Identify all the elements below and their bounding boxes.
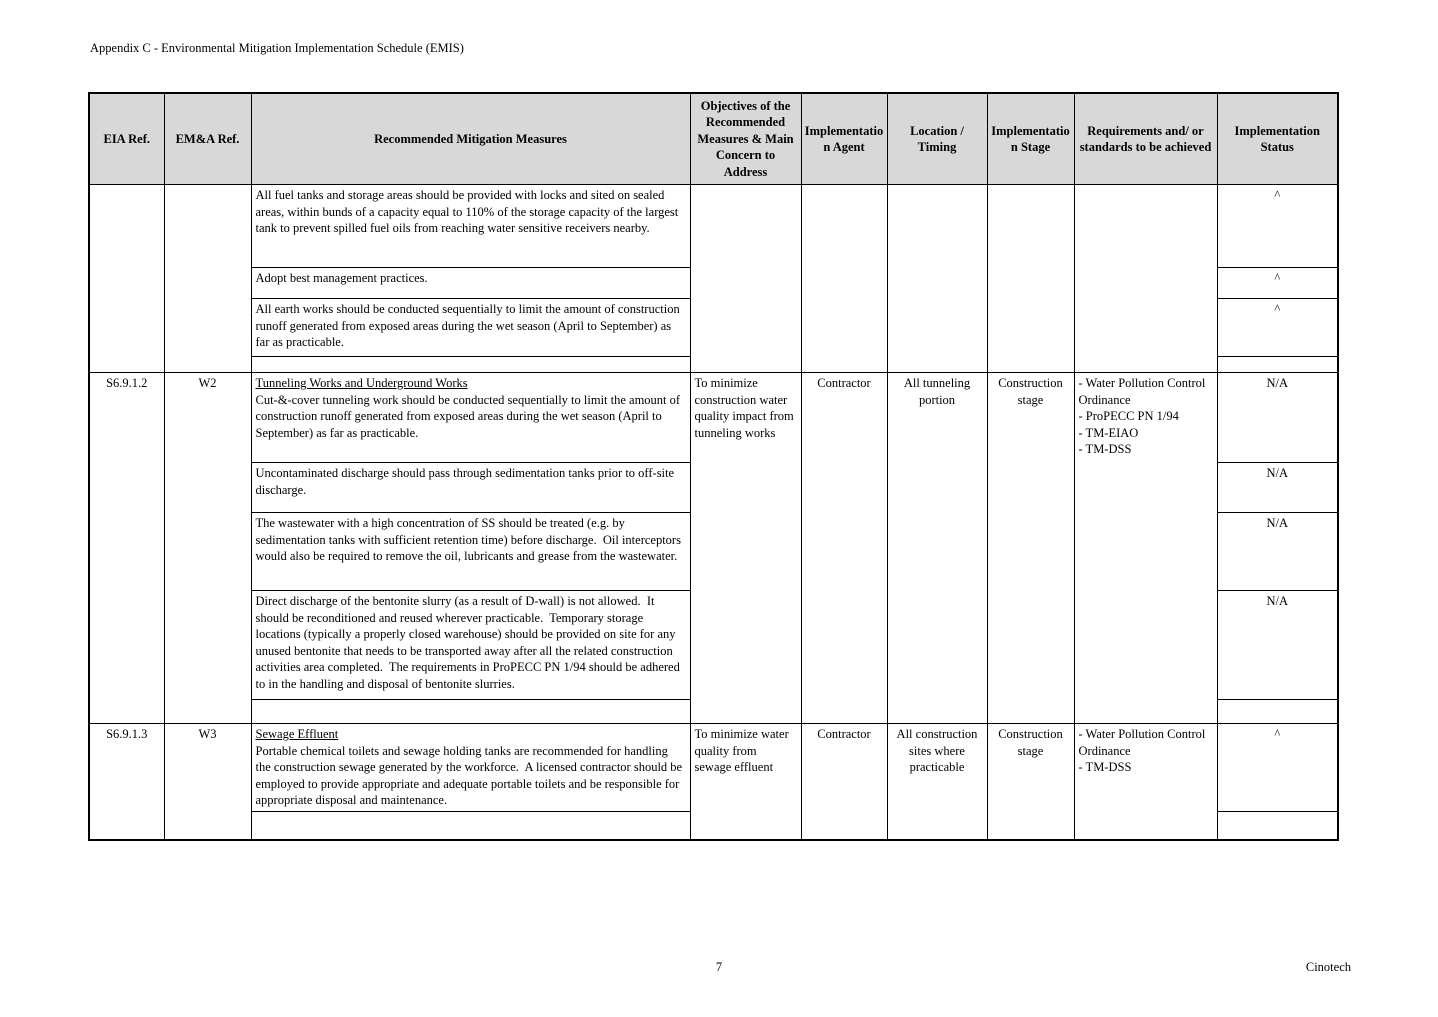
objectives-cell: To minimize construction water quality impact from tunneling works: [690, 373, 801, 724]
status-cell: N/A: [1217, 373, 1338, 463]
agent-cell: [801, 185, 887, 373]
spacer-cell: [251, 812, 690, 841]
eia-ref-cell: [89, 185, 164, 373]
measure-text: Portable chemical toilets and sewage holding tanks are recommended for handling the construction sewage generated by the workforce. A licensed contractor should be employed to provide appropriate and adequate portable toilets and be responsible for appropriate disposal and maintenance.: [255, 743, 686, 807]
measure-cell: [251, 268, 690, 299]
stage-cell: Construction stage: [987, 373, 1074, 724]
spacer-cell: [251, 357, 690, 373]
requirement-item: - TM-DSS: [1078, 760, 1132, 774]
location-cell: All tunneling portion: [887, 373, 987, 724]
requirement-item: - ProPECC PN 1/94: [1078, 409, 1179, 423]
requirements-cell: [1074, 373, 1217, 724]
col-header-eia-ref: EIA Ref.: [89, 93, 164, 185]
agent-cell: Contractor: [801, 724, 887, 841]
table-row: [89, 373, 1338, 463]
status-cell: N/A: [1217, 591, 1338, 700]
col-header-requirements: Requirements and/ or standards to be achieved: [1074, 93, 1217, 185]
spacer-cell: [1217, 700, 1338, 724]
ema-ref-cell: W2: [164, 373, 251, 724]
measure-cell: [251, 463, 690, 513]
measure-text: Direct discharge of the bentonite slurry (as a result of D-wall) is not allowed. It should be reconditioned and reused wherever practicable. Temporary storage locations (typically a properly closed warehouse) should be provided on site for any unused bentonite that needs to be transported away after all the related construction activities area completed. The requirements in ProPECC PN 1/94 should be adhered to in the handling and disposal of bentonite slurries.: [255, 594, 683, 691]
measure-cell: [251, 373, 690, 463]
col-header-implementation-status: Implementation Status: [1217, 93, 1338, 185]
measure-text: All fuel tanks and storage areas should be provided with locks and sited on sealed areas, within bunds of a capacity equal to 110% of the storage capacity of the largest tank to prevent spilled fuel oils from reaching water sensitive receivers nearby.: [255, 188, 682, 235]
measure-cell: [251, 185, 690, 268]
location-cell: All construction sites where practicable: [887, 724, 987, 841]
spacer-cell: [1217, 812, 1338, 841]
eia-ref-cell: S6.9.1.3: [89, 724, 164, 841]
measure-cell: [251, 513, 690, 591]
col-header-ema-ref: EM&A Ref.: [164, 93, 251, 185]
agent-cell: Contractor: [801, 373, 887, 724]
requirement-item: - Water Pollution Control Ordinance: [1078, 727, 1209, 758]
table-row: [89, 724, 1338, 812]
status-cell: ^: [1217, 724, 1338, 812]
document-title: Appendix C - Environmental Mitigation Implementation Schedule (EMIS): [90, 41, 464, 55]
col-header-mitigation-measures: Recommended Mitigation Measures: [251, 93, 690, 185]
requirement-item: - Water Pollution Control Ordinance: [1078, 376, 1209, 407]
ema-ref-cell: W3: [164, 724, 251, 841]
status-cell: N/A: [1217, 513, 1338, 591]
col-header-objectives: Objectives of the Recommended Measures & Main Concern to Address: [690, 93, 801, 185]
measure-text: Adopt best management practices.: [255, 271, 428, 285]
measure-cell: [251, 591, 690, 700]
measure-cell: [251, 299, 690, 357]
measure-title: Tunneling Works and Underground Works: [255, 376, 468, 390]
measure-text: Cut-&-cover tunneling work should be conducted sequentially to limit the amount of construction runoff generated from exposed areas during the wet season (April to September) as far as practicable.: [255, 392, 684, 440]
status-cell: ^: [1217, 299, 1338, 357]
spacer-cell: [251, 700, 690, 724]
status-cell: ^: [1217, 268, 1338, 299]
requirement-item: - TM-DSS: [1078, 442, 1132, 456]
requirements-cell: [1074, 724, 1217, 841]
col-header-location-timing: Location / Timing: [887, 93, 987, 185]
measure-cell: [251, 724, 690, 812]
requirement-item: - TM-EIAO: [1078, 425, 1139, 440]
measure-text: All earth works should be conducted sequentially to limit the amount of construction runoff generated from exposed areas during the wet season (April to September) as far as practicable.: [255, 302, 683, 349]
stage-cell: [987, 185, 1074, 373]
page-number: 7: [715, 960, 723, 974]
col-header-implementation-stage: Implementation Stage: [987, 93, 1074, 185]
eia-ref-cell: S6.9.1.2: [89, 373, 164, 724]
emis-table: [88, 92, 1339, 841]
objectives-cell: [690, 185, 801, 373]
location-cell: [887, 185, 987, 373]
ema-ref-cell: [164, 185, 251, 373]
measure-title: Sewage Effluent: [255, 727, 339, 741]
table-header: [89, 93, 1338, 185]
status-cell: ^: [1217, 185, 1338, 268]
stage-cell: Construction stage: [987, 724, 1074, 841]
table-row: [89, 185, 1338, 268]
measure-text: The wastewater with a high concentration of SS should be treated (e.g. by sedimentation tanks with sufficient retention time) before discharge. Oil interceptors would also be required to remove the oil, lubricants and grease from the wastewater.: [255, 516, 685, 563]
measure-text: Uncontaminated discharge should pass through sedimentation tanks prior to off-site discharge.: [255, 466, 678, 497]
objectives-cell: To minimize water quality from sewage effluent: [690, 724, 801, 841]
requirements-cell: [1074, 185, 1217, 373]
status-cell: N/A: [1217, 463, 1338, 513]
spacer-cell: [1217, 357, 1338, 373]
col-header-implementation-agent: Implementation Agent: [801, 93, 887, 185]
footer-company-name: Cinotech: [1305, 960, 1351, 974]
